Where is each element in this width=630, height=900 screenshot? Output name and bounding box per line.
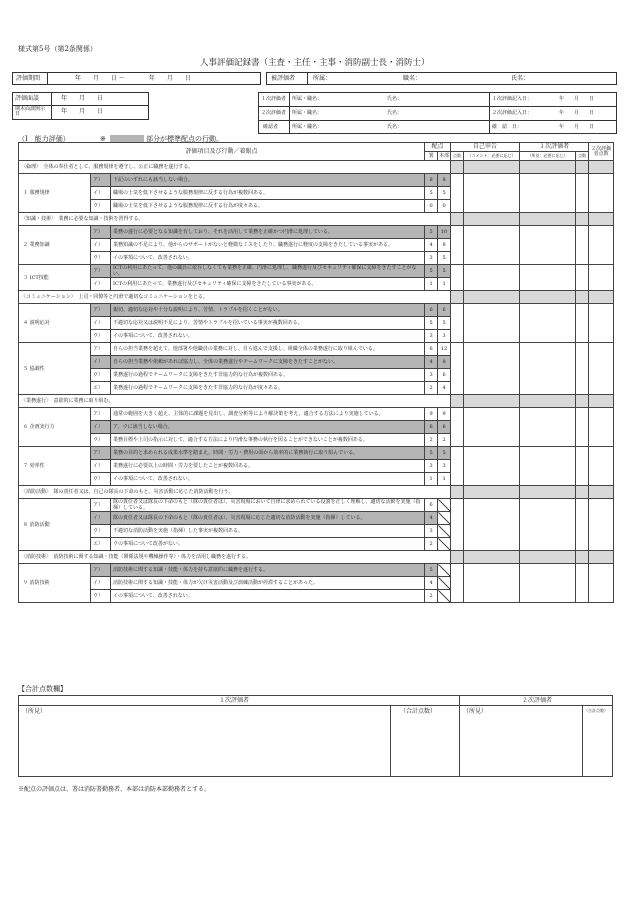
totals-first-sum[interactable]: （合計点数） (400, 708, 437, 715)
row-description: 職場の士気を低下させるような服務規律に反する行為が度々ある。 (111, 200, 425, 213)
allot-sho: 3 (425, 460, 438, 473)
form-number: 様式第5号（第2条関係） (18, 45, 97, 53)
allot-honbu: 9 (438, 408, 451, 421)
evaluator2-aff[interactable]: 所属・職名： (292, 110, 323, 116)
category-fill (520, 161, 576, 174)
category-fill (520, 213, 576, 226)
allot-sho: 6 (425, 343, 438, 356)
self-comment-cell[interactable] (464, 343, 520, 395)
allot-honbu: 1 (438, 473, 451, 486)
row-label: イ） (91, 421, 111, 434)
row-label: イ） (91, 512, 111, 525)
item-name: ４ 説明応対 (19, 304, 91, 343)
row-description: 不適切な応対又は説明不足により、苦情やトラブルを招いている事実が複数回ある。 (111, 317, 425, 330)
category-fill (520, 395, 576, 408)
row-description: イの事項について、改善されない。 (111, 252, 425, 265)
first-points-cell[interactable] (576, 447, 589, 486)
row-label: ア） (91, 564, 111, 577)
header-sho: 署 (425, 152, 438, 161)
category-fill (464, 291, 520, 304)
allot-honbu: 6 (438, 421, 451, 434)
allot-honbu: 10 (438, 226, 451, 239)
row-description: 隊の責任者又は隊長の下命のもと（隊の責任者は）、災害現場において自律に求められている役割を正しく理解し、適切な活動を実施（指揮）している。 (111, 499, 425, 512)
row-description: 自らの担当業務を超えて、他部署や他職員の業務に対し、自ら進んで支援し、組織全体の業務遂行に取り組んでいる。 (111, 343, 425, 356)
second-points-cell[interactable] (589, 265, 614, 291)
allot-honbu: 5 (438, 252, 451, 265)
interview-label: 評価面談 (15, 95, 40, 102)
row-description: イの事項について、改善されない。 (111, 330, 425, 343)
category-title: 〈コミュニケーション〉 上司・同僚等と円滑で適切なコミュニケーションをとる。 (19, 291, 451, 304)
row-label: ア） (91, 304, 111, 317)
row-description: 業務の目的と求められる成果水準を踏まえ、時間・労力・費用の面から効率的に業務執行に取り組んでいる。 (111, 447, 425, 460)
allot-honbu: 8 (438, 174, 451, 187)
category-fill (464, 551, 520, 564)
category-fill (576, 551, 589, 564)
evaluator2-date[interactable]: 年 月 日 (559, 110, 595, 116)
row-description: 業務の遂行に必要となる知識を有しており、それを活用して業務を正確かつ円滑に処理している。 (111, 226, 425, 239)
section-heading: （Ⅰ 能力評価） (18, 135, 70, 143)
item-name: ７ 効率性 (19, 447, 91, 486)
allot-sho: 4 (425, 356, 438, 369)
row-label: イ） (91, 356, 111, 369)
self-comment-cell[interactable] (464, 265, 520, 291)
category-title: 〈倫理〉 全体の奉仕者として、服務規律を遵守し、公正に職務を遂行する。 (19, 161, 451, 174)
totals-first-label: １次評価者 (219, 697, 250, 704)
first-points-cell[interactable] (576, 265, 589, 291)
table-row (19, 447, 614, 460)
category-fill (589, 291, 614, 304)
category-fill (451, 213, 464, 226)
allot-sho: 4 (425, 239, 438, 252)
header-allot: 配点 (425, 143, 451, 152)
row-label: ウ） (91, 200, 111, 213)
disclosure-date[interactable]: 年 月 日 (61, 108, 104, 115)
category-fill (576, 161, 589, 174)
period-box (12, 72, 261, 85)
item-name: ６ 企画実行力 (19, 408, 91, 447)
allot-honbu: 1 (438, 278, 451, 291)
interview-date[interactable]: 年 月 日 (61, 95, 104, 102)
allot-honbu: 5 (438, 447, 451, 460)
self-points-cell[interactable] (451, 447, 464, 486)
allot-honbu (438, 512, 451, 525)
allot-sho: 1 (425, 473, 438, 486)
self-points-cell[interactable] (451, 408, 464, 447)
totals-second-opinion[interactable]: （所見） (463, 708, 488, 715)
allot-honbu: 12 (438, 343, 451, 356)
row-label: ア） (91, 343, 111, 356)
header-first-points: 点数 (576, 152, 589, 161)
totals-second-label: ２次評価者 (522, 697, 553, 704)
self-points-cell[interactable] (451, 304, 464, 343)
category-fill (576, 291, 589, 304)
evaluator1-name[interactable]: 氏名： (387, 96, 403, 102)
totals-heading: 【合計点数欄】 (18, 685, 67, 693)
evaluatee-box (266, 72, 617, 85)
first-comment-cell[interactable] (520, 174, 576, 213)
allot-honbu: 5 (438, 265, 451, 278)
category-fill (576, 486, 589, 499)
allot-sho: 2 (425, 590, 438, 603)
category-title: 〈知識・技術〉 業務に必要な知識・技術を習得する。 (19, 213, 451, 226)
position-label[interactable]: 職名： (403, 75, 422, 82)
totals-second-box (459, 695, 613, 777)
row-description: 下記のいずれにも該当しない場合。 (111, 174, 425, 187)
allot-honbu (438, 525, 451, 538)
allot-sho: 5 (425, 447, 438, 460)
allot-honbu: 5 (438, 317, 451, 330)
self-comment-cell[interactable] (464, 564, 520, 603)
allot-sho: 5 (425, 265, 438, 278)
first-comment-cell[interactable] (520, 447, 576, 486)
allot-honbu: 6 (438, 304, 451, 317)
second-points-cell[interactable] (589, 408, 614, 447)
row-description: 業務知識の不足により、他からのサポートがないと軽微なミスをしたり、職務遂行に軽度の支障をきたしている事実がある。 (111, 239, 425, 252)
header-self: 自己申告 (451, 143, 520, 152)
self-points-cell[interactable] (451, 174, 464, 213)
allot-honbu (438, 577, 451, 590)
category-fill (451, 486, 464, 499)
row-label: ア） (91, 226, 111, 239)
evaluator2-name[interactable]: 氏名： (387, 110, 403, 116)
allot-honbu (438, 538, 451, 551)
row-label: ウ） (91, 369, 111, 382)
row-label: イ） (91, 577, 111, 590)
row-description: 通常の範囲を大きく超え、主体的に課題を見出し、調査分析等により解決策を考え、適合する方法により実施している。 (111, 408, 425, 421)
row-description: 業務遂行の過程でチームワークに支障をきたす非協力的な行為が度々ある。 (111, 382, 425, 395)
header-honbu: 本部 (439, 153, 450, 159)
row-label: イ） (91, 460, 111, 473)
allot-honbu: 6 (438, 369, 451, 382)
row-label: ウ） (91, 525, 111, 538)
category-fill (464, 395, 520, 408)
category-fill (589, 486, 614, 499)
item-name: ３ ICT技能 (19, 265, 91, 291)
first-comment-cell[interactable] (520, 304, 576, 343)
category-fill (451, 395, 464, 408)
row-description: 親切、適切な応対や十分な説明により、苦情、トラブルを招くことがない。 (111, 304, 425, 317)
allot-honbu (438, 590, 451, 603)
table-header-row (19, 143, 614, 152)
table-row (19, 499, 614, 512)
self-points-cell[interactable] (451, 564, 464, 603)
table-row (19, 174, 614, 187)
row-description: 自らの担当業務や依頼があれば協力し、全体の業務遂行やチームワークに支障をきたすことがない。 (111, 356, 425, 369)
category-fill (589, 161, 614, 174)
row-description: ア、ウに該当しない場合。 (111, 421, 425, 434)
table-row (19, 564, 614, 577)
table-row (19, 226, 614, 239)
item-name: ９ 消防技術 (19, 564, 91, 603)
row-description: 消防技術に関する知識・技能・体力が欠け災害活動及び訓練活動が停滞することがあった。 (111, 577, 425, 590)
allot-sho: 5 (425, 317, 438, 330)
first-points-cell[interactable] (576, 564, 589, 603)
header-items: 評価項目及び行動／着眼点 (19, 143, 425, 161)
allot-honbu: 3 (438, 460, 451, 473)
header-first-comment: （所見：必要に応じ） (520, 152, 576, 161)
item-name: ８ 消防活動 (19, 499, 91, 551)
row-description: イの事項について、改善されない。 (111, 590, 425, 603)
category-fill (589, 395, 614, 408)
category-fill (520, 551, 576, 564)
row-description: 業務遂行に必要以上の時間・労力を要したことが複数回ある。 (111, 460, 425, 473)
category-fill (520, 291, 576, 304)
evaluator1-date[interactable]: 年 月 日 (559, 96, 595, 102)
row-description: 隊の責任者又は隊長の下命のもと（隊の責任者は）、災害現場に応じた適切な消防活動を実施（指揮）している。 (111, 512, 425, 525)
name-label[interactable]: 氏名： (511, 75, 530, 82)
first-comment-cell[interactable] (520, 408, 576, 447)
row-label: エ） (91, 538, 111, 551)
second-points-cell[interactable] (589, 564, 614, 603)
self-points-cell[interactable] (451, 499, 464, 551)
self-points-cell[interactable] (451, 265, 464, 291)
row-label: ウ） (91, 252, 111, 265)
category-row (19, 486, 614, 499)
first-comment-cell[interactable] (520, 226, 576, 265)
second-points-cell[interactable] (589, 304, 614, 343)
first-points-cell[interactable] (576, 226, 589, 265)
self-comment-cell[interactable] (464, 408, 520, 447)
row-label: ア） (91, 447, 111, 460)
allot-sho: 0 (425, 200, 438, 213)
category-row (19, 551, 614, 564)
category-fill (451, 161, 464, 174)
evaluator1-aff[interactable]: 所属・職名： (292, 96, 323, 102)
allot-sho: 6 (425, 304, 438, 317)
allot-sho: 2 (425, 538, 438, 551)
row-label: イ） (91, 278, 111, 291)
affiliation-label[interactable]: 所属： (313, 75, 332, 82)
first-comment-cell[interactable] (520, 265, 576, 291)
allot-sho: 4 (425, 577, 438, 590)
allot-sho: 6 (425, 421, 438, 434)
self-comment-cell[interactable] (464, 174, 520, 213)
first-points-cell[interactable] (576, 408, 589, 447)
second-points-cell[interactable] (589, 343, 614, 395)
allot-sho: 3 (425, 369, 438, 382)
header-self-comment: （コメント：必要に応じ） (464, 152, 520, 161)
table-row (19, 408, 614, 421)
first-points-cell[interactable] (576, 343, 589, 395)
evaluators-box (258, 92, 617, 134)
period-label: 評価期間 (16, 75, 41, 82)
confirmer-date[interactable]: 年 月 日 (559, 124, 595, 130)
self-comment-cell[interactable] (464, 447, 520, 486)
self-comment-cell[interactable] (464, 304, 520, 343)
first-comment-cell[interactable] (520, 499, 576, 551)
category-fill (576, 395, 589, 408)
category-title: 〈消防技術〉 消防技術に関する知識・技能（関係法規や機械操作等）・体力を活用し職務を遂行する。 (19, 551, 451, 564)
row-description: イの事項について、改善されない。 (111, 473, 425, 486)
allot-sho: 5 (425, 187, 438, 200)
allot-sho: 5 (425, 226, 438, 239)
row-label: ア） (91, 499, 111, 512)
allot-honbu: 0 (438, 200, 451, 213)
second-points-cell[interactable] (589, 174, 614, 213)
allot-honbu (438, 564, 451, 577)
evaluation-table (18, 142, 614, 603)
allot-honbu: 5 (438, 187, 451, 200)
category-row (19, 213, 614, 226)
confirmer-date-label: 確 認 日： (492, 124, 523, 130)
table-row (19, 304, 614, 317)
evaluator1-date-label: １次評価記入日： (492, 96, 533, 102)
row-label: イ） (91, 187, 111, 200)
totals-first-box (18, 695, 460, 777)
category-title: 〈業務遂行〉 意欲的に業務に取り組む。 (19, 395, 451, 408)
confirmer-aff[interactable]: 所属・職名： (292, 124, 323, 130)
row-label: ウ） (91, 434, 111, 447)
allot-honbu: 3 (438, 330, 451, 343)
table-row (19, 343, 614, 356)
allot-honbu: 4 (438, 382, 451, 395)
category-fill (464, 161, 520, 174)
row-description: 職場の士気を低下させるような服務規律に反する行為が複数回ある。 (111, 187, 425, 200)
category-row (19, 395, 614, 408)
header-first: １次評価者 (520, 143, 589, 152)
row-description: 業務遂行の過程でチームワークに支障をきたす非協力的な行為が複数回ある。 (111, 369, 425, 382)
evaluator2-role: ２次評価者 (261, 110, 287, 116)
category-fill (576, 213, 589, 226)
item-name: １ 服務規律 (19, 174, 91, 213)
self-comment-cell[interactable] (464, 499, 520, 551)
evaluatee-label: 被評価者 (271, 75, 296, 82)
allot-honbu: 8 (438, 356, 451, 369)
row-description: 不適切な消防活動を実施（指揮）した事実が複数回ある。 (111, 525, 425, 538)
footnote: ※配点の評価点は、署は消防署勤務者、本部は消防本部勤務者とする。 (18, 786, 211, 793)
row-description: 消防技術に関する知識・技能・体力を持ち意欲的に職務を遂行する。 (111, 564, 425, 577)
totals-second-sum[interactable]: （合計点数） (584, 708, 608, 713)
row-label: エ） (91, 382, 111, 395)
allot-sho: 1 (425, 278, 438, 291)
category-row (19, 291, 614, 304)
second-points-cell[interactable] (589, 499, 614, 551)
confirmer-name[interactable]: 氏名： (387, 124, 403, 130)
row-label: ウ） (91, 473, 111, 486)
first-points-cell[interactable] (576, 499, 589, 551)
second-points-cell[interactable] (589, 226, 614, 265)
category-fill (589, 213, 614, 226)
row-description: ICTの利用にあたって、業務遂行及びセキュリティ確保に支障をきたしている事実がある。 (111, 278, 425, 291)
first-points-cell[interactable] (576, 304, 589, 343)
item-name: ５ 協調性 (19, 343, 91, 395)
allot-honbu: 2 (438, 434, 451, 447)
row-description: ウの事項について改善がない。 (111, 538, 425, 551)
row-label: ア） (91, 174, 111, 187)
row-label: イ） (91, 317, 111, 330)
interview-box (12, 92, 149, 120)
totals-first-opinion[interactable]: （所見） (22, 708, 47, 715)
evaluator1-role: １次評価者 (261, 96, 287, 102)
row-description: 業務目標や上司の指示に対して、適合する方法により円滑な事務の執行を図ることができないことが複数回ある。 (111, 434, 425, 447)
confirmer-role: 確認者 (263, 124, 279, 130)
allot-sho: 4 (425, 512, 438, 525)
category-row (19, 161, 614, 174)
section-note-prefix: ※ (100, 135, 106, 143)
row-description: ICTの利用にあたって、他の職員に依存しなくても業務を正確、円滑に処理し、職務遂行及びセキュリティ確保に支障をきたすことがない。 (111, 265, 425, 278)
row-label: ア） (91, 408, 111, 421)
allot-sho: 2 (425, 382, 438, 395)
allot-sho: 6 (425, 499, 438, 512)
section-note-suffix: 部分が標準配点の行動。 (146, 135, 223, 143)
disclosure-label: 期末面談開示日 (15, 106, 46, 117)
category-title: 〈消防活動〉 隊の責任者又は、自己の隊長の下命のもと、災害活動に応じた消防活動を行う。 (19, 486, 451, 499)
allot-honbu: 8 (438, 239, 451, 252)
allot-sho: 2 (425, 434, 438, 447)
header-self-points: 点数 (451, 152, 464, 161)
category-fill (451, 551, 464, 564)
row-label: ウ） (91, 330, 111, 343)
page-title: 人事評価記録書（主査・主任・主事・消防副士長・消防士） (200, 58, 430, 68)
allot-sho: 8 (425, 174, 438, 187)
allot-sho: 3 (425, 330, 438, 343)
allot-sho: 3 (425, 525, 438, 538)
category-fill (464, 486, 520, 499)
category-fill (589, 551, 614, 564)
period-value[interactable]: 年 月 日 ～ 年 月 日 (75, 75, 191, 82)
row-label: イ） (91, 239, 111, 252)
table-row (19, 265, 614, 278)
row-label: ア） (91, 265, 111, 278)
header-second: ２次評価者点数 (589, 143, 614, 161)
allot-honbu (438, 499, 451, 512)
category-fill (520, 486, 576, 499)
row-label: ウ） (91, 590, 111, 603)
self-points-cell[interactable] (451, 226, 464, 265)
allot-sho: 5 (425, 564, 438, 577)
first-comment-cell[interactable] (520, 564, 576, 603)
allot-sho: 9 (425, 408, 438, 421)
item-name: ２ 業務知識 (19, 226, 91, 265)
allot-sho: 3 (425, 252, 438, 265)
self-comment-cell[interactable] (464, 226, 520, 265)
first-points-cell[interactable] (576, 174, 589, 213)
category-fill (451, 291, 464, 304)
second-points-cell[interactable] (589, 447, 614, 486)
evaluator2-date-label: ２次評価記入日： (492, 110, 533, 116)
self-points-cell[interactable] (451, 343, 464, 395)
first-comment-cell[interactable] (520, 343, 576, 395)
category-fill (464, 213, 520, 226)
